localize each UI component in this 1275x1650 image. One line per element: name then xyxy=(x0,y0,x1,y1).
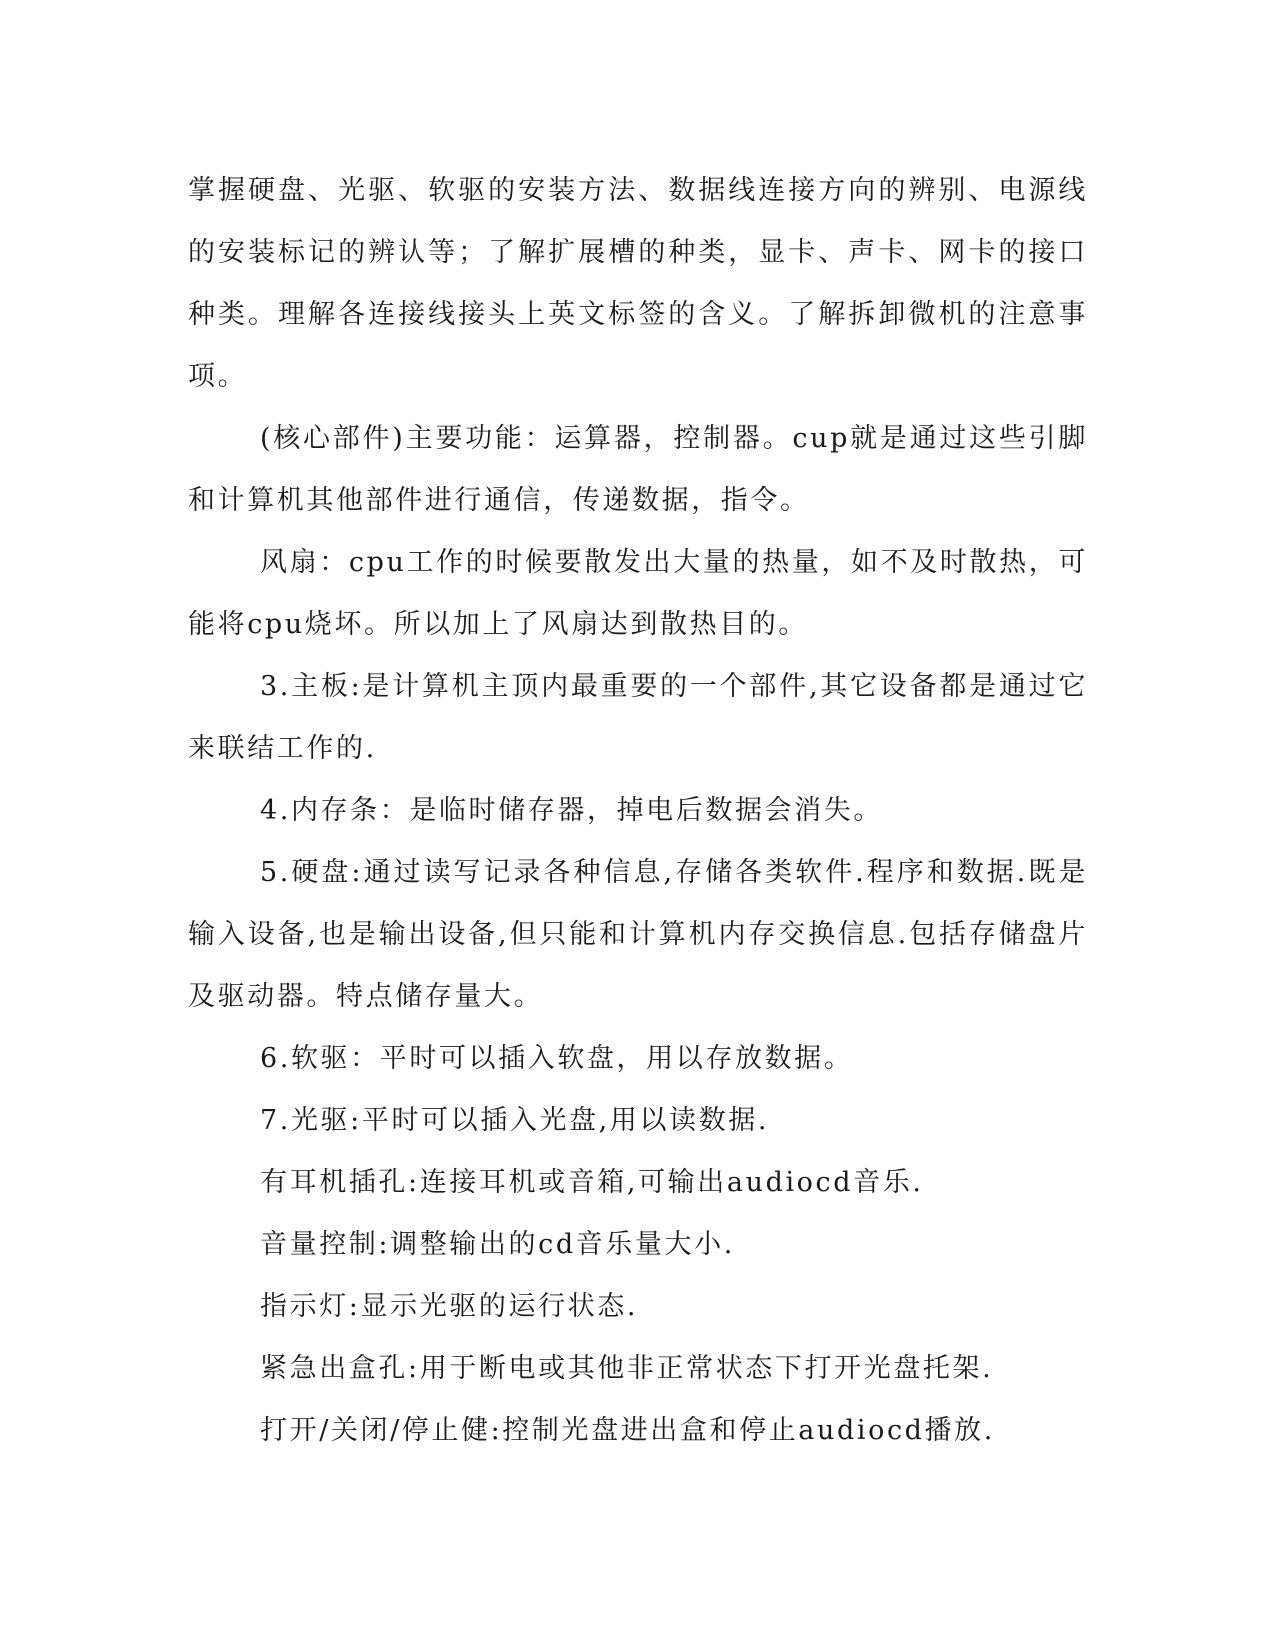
paragraph-volume-control: 音量控制:调整输出的cd音乐量大小. xyxy=(260,1229,735,1260)
paragraph-hard-disk: 5.硬盘:通过读写记录各种信息,存储各类软件.程序和数据.既是输入设备,也是输出设备,但只能和计算机内存交换信息.包括存储盘片及驱动器。特点储存量大。 xyxy=(188,857,1088,1012)
paragraph-open-close-stop: 打开/关闭/停止健:控制光盘进出盒和停止audiocd播放. xyxy=(260,1415,995,1446)
paragraph-indicator-light: 指示灯:显示光驱的运行状态. xyxy=(260,1291,639,1322)
paragraph-fan: 风扇：cpu工作的时候要散发出大量的热量，如不及时散热，可能将cpu烧坏。所以加上了风扇达到散热目的。 xyxy=(188,547,1088,640)
paragraph-headphone-jack: 有耳机插孔:连接耳机或音箱,可输出audiocd音乐. xyxy=(260,1167,924,1198)
paragraph-cpu-core: (核心部件)主要功能：运算器，控制器。cup就是通过这些引脚和计算机其他部件进行通信，传递数据，指令。 xyxy=(188,423,1088,516)
paragraph-emergency-eject: 紧急出盒孔:用于断电或其他非正常状态下打开光盘托架. xyxy=(260,1353,994,1384)
paragraph-memory: 4.内存条：是临时储存器，掉电后数据会消失。 xyxy=(260,795,883,826)
paragraph-floppy-drive: 6.软驱：平时可以插入软盘，用以存放数据。 xyxy=(260,1043,854,1074)
paragraph-intro: 掌握硬盘、光驱、软驱的安装方法、数据线连接方向的辨别、电源线的安装标记的辨认等；了解扩展槽的种类，显卡、声卡、网卡的接口种类。理解各连接线接头上英文标签的含义。了解拆卸微机的注意事项。 xyxy=(188,175,1088,392)
document-body xyxy=(188,160,1088,1462)
paragraph-motherboard: 3.主板:是计算机主顶内最重要的一个部件,其它设备都是通过它来联结工作的. xyxy=(188,671,1088,764)
paragraph-optical-drive: 7.光驱:平时可以插入光盘,用以读数据. xyxy=(260,1105,770,1136)
